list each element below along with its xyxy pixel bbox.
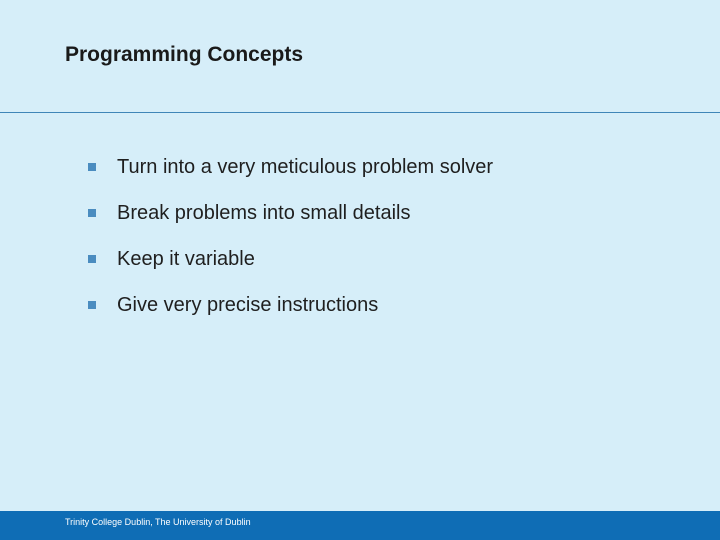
bullet-item <box>88 152 493 182</box>
bullet-text: Give very precise instructions <box>117 293 379 316</box>
square-bullet-icon <box>88 301 96 309</box>
bullet-list <box>88 152 493 336</box>
bullet-item <box>88 244 493 274</box>
bullet-item <box>88 290 493 320</box>
square-bullet-icon <box>88 255 96 263</box>
square-bullet-icon <box>88 209 96 217</box>
bullet-text: Keep it variable <box>117 247 255 270</box>
bullet-text: Turn into a very meticulous problem solver <box>117 155 494 178</box>
bullet-text: Break problems into small details <box>117 201 411 224</box>
slide-title: Programming Concepts <box>65 43 304 66</box>
footer-institution-text: Trinity College Dublin, The University of Dublin <box>65 517 251 527</box>
square-bullet-icon <box>88 163 96 171</box>
bullet-item <box>88 198 493 228</box>
title-divider <box>0 112 720 113</box>
